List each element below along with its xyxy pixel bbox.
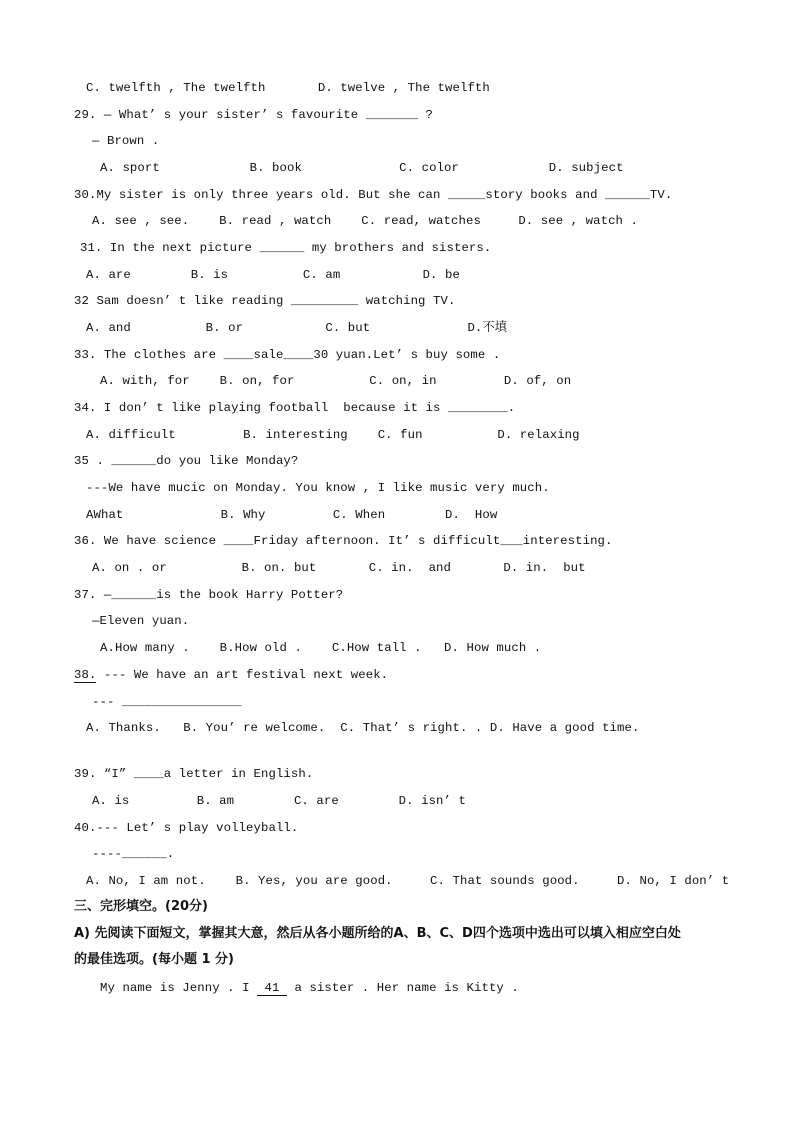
q33-question: 33. The clothes are ____sale____30 yuan.Let’ s buy some . bbox=[74, 348, 501, 362]
passage-text-start: My name is Jenny . I bbox=[100, 981, 258, 995]
q39-options: A. is B. am C. are D. isn’ t bbox=[92, 794, 466, 808]
q38-text: --- We have an art festival next week. bbox=[96, 668, 389, 682]
q38-number: 38. bbox=[74, 668, 97, 682]
q31-options: A. are B. is C. am D. be bbox=[86, 268, 460, 282]
q29-answer: — Brown . bbox=[92, 134, 160, 148]
section-a-instructions-line-1: A) 先阅读下面短文，掌握其大意，然后从各小题所给的A、B、C、D四个选项中选出可以填入相应空白处 bbox=[74, 926, 681, 941]
q37-options: A.How many . B.How old . C.How tall . D. How much . bbox=[100, 641, 542, 655]
q29-question: 29. — What’ s your sister’ s favourite _______ ? bbox=[74, 108, 434, 122]
q32-question: 32 Sam doesn’ t like reading _________ watching TV. bbox=[74, 294, 456, 308]
section-a-instructions-line-2: 的最佳选项。(每小题 1 分) bbox=[74, 952, 234, 967]
q31-question: 31. In the next picture ______ my brothers and sisters. bbox=[80, 241, 492, 255]
q37-question: 37. —______is the book Harry Potter? bbox=[74, 588, 344, 602]
blank-41: 41 bbox=[257, 981, 287, 995]
passage-text-end: a sister . Her name is Kitty . bbox=[287, 981, 519, 995]
q38-response: --- ________________ bbox=[92, 695, 242, 709]
section-3-heading: 三、完形填空。(20分) bbox=[74, 899, 208, 914]
q34-options: A. difficult B. interesting C. fun D. relaxing bbox=[86, 428, 580, 442]
q29-options: A. sport B. book C. color D. subject bbox=[100, 161, 624, 175]
q40-question: 40.--- Let’ s play volleyball. bbox=[74, 821, 299, 835]
q35-options: AWhat B. Why C. When D. How bbox=[86, 508, 498, 522]
q36-question: 36. We have science ____Friday afternoon. It’ s difficult___interesting. bbox=[74, 534, 613, 548]
q35-question: 35 . ______do you like Monday? bbox=[74, 454, 299, 468]
q40-response: ----______. bbox=[92, 847, 175, 861]
q33-options: A. with, for B. on, for C. on, in D. of, on bbox=[100, 374, 572, 388]
q37-answer: —Eleven yuan. bbox=[92, 614, 190, 628]
q32-options: A. and B. or C. but D.不填 bbox=[86, 321, 508, 335]
q39-question: 39. “I” ____a letter in English. bbox=[74, 767, 314, 781]
cloze-passage-line-1 bbox=[100, 980, 519, 996]
q35-dialogue: ---We have mucic on Monday. You know , I like music very much. bbox=[86, 481, 550, 495]
q30-options: A. see , see. B. read , watch C. read, watches D. see , watch . bbox=[92, 214, 638, 228]
q38-options: A. Thanks. B. You’ re welcome. C. That’ s right. . D. Have a good time. bbox=[86, 721, 640, 735]
q40-options: A. No, I am not. B. Yes, you are good. C. That sounds good. D. No, I don’ t bbox=[86, 874, 730, 888]
q28-options-cd: C. twelfth , The twelfth D. twelve , The twelfth bbox=[86, 81, 490, 95]
q34-question: 34. I don’ t like playing football because it is ________. bbox=[74, 401, 516, 415]
q38-question bbox=[74, 667, 388, 683]
q36-options: A. on . or B. on. but C. in. and D. in. but bbox=[92, 561, 586, 575]
q30-question: 30.My sister is only three years old. But she can _____story books and ______TV. bbox=[74, 188, 673, 202]
